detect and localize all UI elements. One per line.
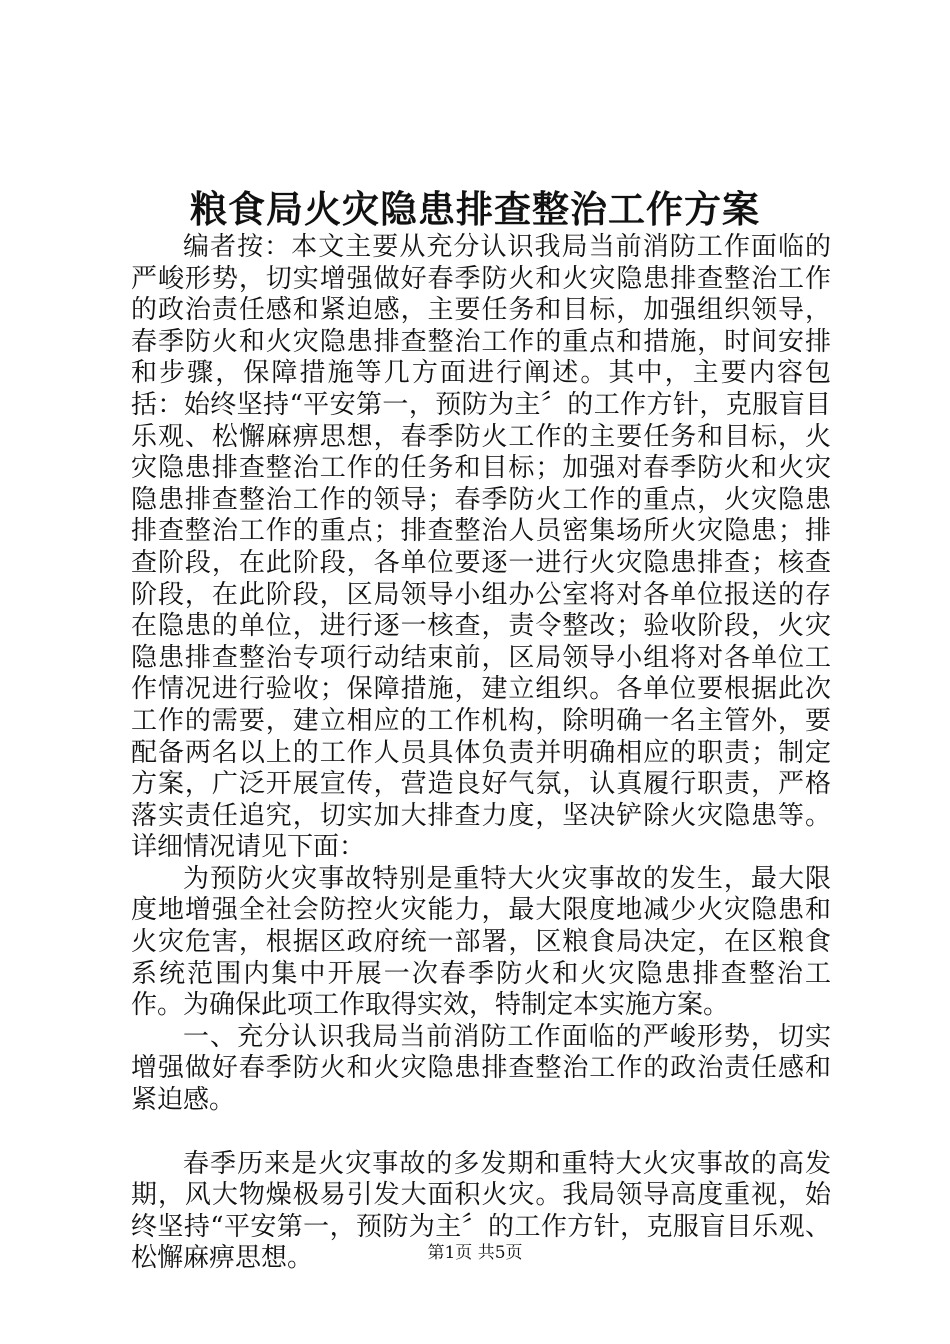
- intro-paragraph: 为预防火灾事故特别是重特大火灾事故的发生，最大限度地增强全社会防控火灾能力，最大限度地减少火灾隐患和火灾危害，根据区政府统一部署，区粮食局决定，在区粮食系统范围内集中开展一次春季防火和火灾隐患排查整治工作。为确保此项工作取得实效，特制定本实施方案。: [131, 863, 831, 1021]
- editor-note-paragraph: 编者按：本文主要从充分认识我局当前消防工作面临的严峻形势，切实增强做好春季防火和火灾隐患排查整治工作的政治责任感和紧迫感，主要任务和目标，加强组织领导，春季防火和火灾隐患排查整治工作的重点和措施，时间安排和步骤，保障措施等几方面进行阐述。其中，主要内容包括：始终坚持“平安第一，预防为主〞的工作方针，克服盲目乐观、松懈麻痹思想，春季防火工作的主要任务和目标，火灾隐患排查整治工作的任务和目标；加强对春季防火和火灾隐患排查整治工作的领导；春季防火工作的重点，火灾隐患排查整治工作的重点；排查整治人员密集场所火灾隐患；排查阶段，在此阶段，各单位要逐一进行火灾隐患排查；核查阶段，在此阶段，区局领导小组办公室将对各单位报送的存在隐患的单位，进行逐一核查，责令整改；验收阶段，火灾隐患排查整治专项行动结束前，区局领导小组将对各单位工作情况进行验收；保障措施，建立组织。各单位要根据此次工作的需要，建立相应的工作机构，除明确一名主管外，要配备两名以上的工作人员具体负责并明确相应的职责；制定方案，广泛开展宣传，营造良好气氛，认真履行职责，严格落实责任追究，切实加大排查力度，坚决铲除火灾隐患等。详细情况请见下面：: [131, 232, 831, 863]
- page-indicator: 第1页 共5页: [427, 1243, 523, 1263]
- body-paragraph: 春季历来是火灾事故的多发期和重特大火灾事故的高发期，风大物燥极易引发大面积火灾。我局领导高度重视，始终坚持“平安第一，预防为主〞的工作方针，克服盲目乐观、松懈麻痹思想。: [131, 1148, 831, 1274]
- document-title: 粮食局火灾隐患排查整治工作方案: [190, 187, 760, 231]
- document-body: [131, 232, 831, 1275]
- section-heading-paragraph: 一、充分认识我局当前消防工作面临的严峻形势，切实增强做好春季防火和火灾隐患排查整治工作的政治责任感和紧迫感。: [131, 1021, 831, 1116]
